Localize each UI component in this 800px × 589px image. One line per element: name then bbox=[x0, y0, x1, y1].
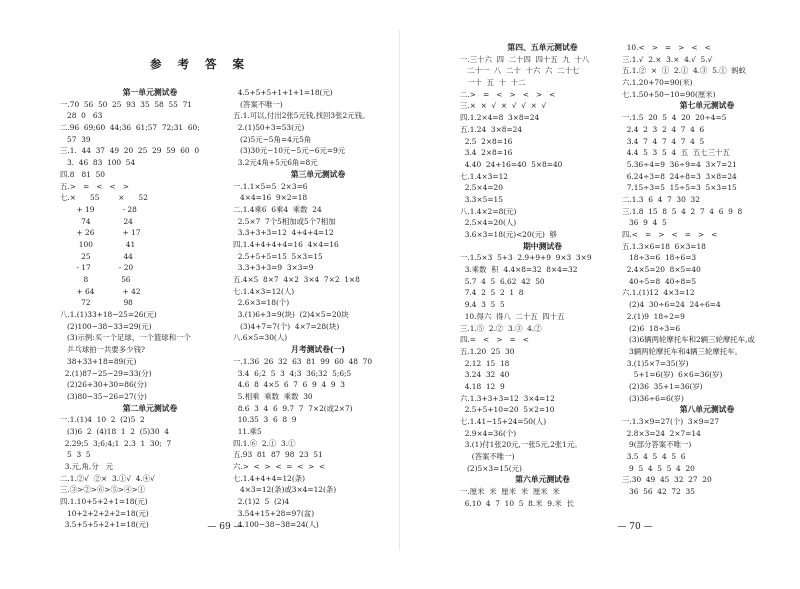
answer-line: 七.1.4+4+4=12(条) bbox=[233, 473, 306, 483]
answer-line: 七.1.4×3=12(人) bbox=[233, 286, 295, 296]
answer-line: 二.1.3 6 4 7 30 32 bbox=[622, 194, 700, 204]
answer-line: 5 3 5 bbox=[60, 450, 91, 460]
answer-line: (答案不唯一) bbox=[233, 99, 283, 109]
answer-line: 三.× × √ × √ √ × √ bbox=[460, 101, 547, 111]
answer-line: + 19 - 28 bbox=[60, 204, 137, 214]
answer-line: 3. 46 83 100 54 bbox=[60, 158, 136, 168]
answer-line: 三.1. 44 37 49 20 25 29 59 60 0 bbox=[60, 146, 200, 156]
answer-line: 7.15÷3=5 15÷5=3 5×3=15 bbox=[622, 183, 737, 193]
answer-line: 2.6×3=18(个) bbox=[233, 298, 290, 308]
answer-line: + 64 + 42 bbox=[60, 286, 141, 296]
answer-line: 五.1.② × ① 2.① 4.③ 5.① 蚂蚁 bbox=[622, 66, 747, 76]
answer-line: (2)4 30÷6=24 24÷6=4 bbox=[622, 300, 721, 310]
answer-line: 2.(1)87−25−29=33(分) bbox=[60, 368, 152, 378]
answer-line: 4×3=12(条)或3×4=12(条) bbox=[233, 485, 337, 495]
answer-column-2 bbox=[233, 87, 403, 531]
answer-line: 六.1.20+70=90(米) bbox=[622, 78, 693, 88]
answer-line: 2.5+5+10=20 5×2=10 bbox=[460, 405, 555, 415]
answer-line: 5.36÷4=9 36÷9=4 3×7=21 bbox=[622, 159, 737, 169]
answer-line: 2.4×5=20 8×5=40 bbox=[622, 265, 701, 275]
answer-line: 5+1=6(岁) 6×6=36(岁) bbox=[622, 370, 723, 380]
answer-line: (3)36÷6=6(岁) bbox=[622, 393, 684, 403]
answer-line: 3.3+3+3=12 4+4+4=12 bbox=[233, 228, 334, 238]
answer-line: 一.1.36 26 32 63 81 99 60 48 70 bbox=[233, 356, 373, 366]
answer-line: (2)5×3=15(元) bbox=[460, 463, 522, 473]
section-heading: 第一单元测试卷 bbox=[122, 88, 178, 97]
answer-line: 四.1.2×4=8 3×8=24 bbox=[460, 113, 540, 123]
answer-line: + 26 + 17 bbox=[60, 228, 141, 238]
answer-line: 五.> = < < > bbox=[60, 181, 129, 191]
answer-line: 9 5 4 5 5 4 20 bbox=[622, 463, 695, 473]
answer-line: 二.> = < > < > < bbox=[460, 89, 556, 99]
answer-line: 10+2+2+2+2=18(元) bbox=[60, 508, 149, 518]
answer-line: 一.1.1×5=5 2×3=6 bbox=[233, 181, 308, 191]
answer-line: 3.5 4 5 4 5 6 bbox=[622, 452, 686, 462]
answer-line: 一.三十六 四 二十四 四十五 九 十八 bbox=[460, 54, 590, 64]
section-heading: 第七单元测试卷 bbox=[679, 101, 735, 111]
answer-line: 二.96 69;60 44;36 61;57 72;31 60; bbox=[60, 123, 200, 133]
page-title: 参 考 答 案 bbox=[149, 57, 250, 71]
answer-line: 三.1.√ 2.× 3.× 4.√ 5.√ bbox=[622, 54, 713, 64]
answer-line: 2.(1)50+3=53(元) bbox=[233, 123, 305, 133]
section-heading: 月考测试卷(一) bbox=[291, 345, 345, 355]
answer-line: (2)100−38−33=29(元) bbox=[60, 321, 152, 331]
answer-line: 3辆两轮摩托车和4辆三轮摩托车。 bbox=[622, 346, 742, 356]
answer-line: 四.1.⑥ 2.① 3.① bbox=[233, 438, 296, 448]
answer-line: 11.乘5 bbox=[233, 426, 262, 436]
answer-line: 五.1.3×6=18 6×3=18 bbox=[622, 241, 706, 251]
answer-line: 五.93 81 87 98 23 51 bbox=[233, 450, 323, 460]
answer-line: 36 56 42 72 35 bbox=[622, 487, 695, 497]
answer-line: 36 9 4 5 bbox=[622, 218, 667, 228]
answer-line: (答案不唯一) bbox=[460, 452, 515, 462]
answer-line: 六.1.(1)12 4×3=12 bbox=[622, 288, 695, 298]
section-heading: 第四、五单元测试卷 bbox=[507, 43, 578, 52]
answer-line: 二十一 八 二十 十六 六 二十七 bbox=[460, 66, 580, 76]
answer-line: 一.1.3×9=27(个) 3×9=27 bbox=[622, 417, 720, 426]
answer-line: 2.5×4=20(人) bbox=[460, 218, 517, 228]
answer-line: 2.5+5+5=15 5×3=15 bbox=[233, 251, 323, 261]
answer-line: 3.(1)6+3=9(块) (2)4×5=20块 bbox=[233, 310, 349, 320]
answer-line: 五.1.可以,付出2张5元钱,找回3张2元钱。 bbox=[233, 111, 370, 121]
answer-line: 9.4 3 5 5 bbox=[460, 300, 505, 310]
page-number-left: — 69 — bbox=[207, 522, 243, 532]
answer-line: 三.30 49 45 32 27 20 bbox=[622, 475, 712, 485]
answer-line: 3.24 32 40 bbox=[460, 370, 510, 380]
answer-column-1 bbox=[60, 87, 240, 531]
answer-line: 4.100−38−38=24(人) bbox=[233, 520, 319, 530]
answer-column-3 bbox=[460, 42, 625, 510]
answer-line: 七.1.50+50−10=90(厘米) bbox=[622, 89, 716, 99]
answer-line: (2)36 35+1=36(岁) bbox=[622, 381, 703, 391]
answer-line: 7.4 2 5 2 1 8 bbox=[460, 288, 524, 298]
answer-line: 18÷3=6 18÷6=3 bbox=[622, 253, 697, 263]
answer-line: 八.6×5=30(人) bbox=[233, 333, 288, 343]
answer-line: 一.1.5 20 5 4 20 20÷4=5 bbox=[622, 113, 727, 123]
answer-line: - 17 - 20 bbox=[60, 263, 134, 273]
answer-line: 3.5+5+5+2+1=18(元) bbox=[60, 520, 149, 530]
answer-line: 57 39 bbox=[60, 134, 91, 144]
answer-line: 2.5×7 7个5相加或5个7相加 bbox=[233, 216, 336, 226]
answer-line: 二.1.②√ ②× 3.①√ 4.④√ bbox=[60, 473, 155, 483]
answer-line: 3.4 2×8=16 bbox=[460, 148, 513, 158]
answer-line: 3.3×5=15 bbox=[460, 194, 503, 204]
section-heading: 第二单元测试卷 bbox=[122, 403, 178, 413]
answer-line: 3.2元4角+5元6角=8元 bbox=[233, 158, 318, 168]
answer-line: 3.4 6;2 5 3 4;3 36;32 5;6;5 bbox=[233, 368, 352, 378]
answer-line: (3)80−35−26=27(分) bbox=[60, 391, 147, 401]
answer-line: 四.8 81 50 bbox=[60, 169, 105, 179]
answer-line: 七.× 55 × 52 bbox=[60, 193, 148, 203]
answer-line: 七.1.4×3=12 bbox=[460, 171, 508, 181]
answer-line: 三.③>②>⑥>⑤>④>① bbox=[60, 485, 146, 495]
answer-line: 八.1.4×2=8(元) bbox=[460, 206, 517, 216]
answer-line: 2.5 2×8=16 bbox=[460, 136, 513, 146]
answer-line: 74 24 bbox=[60, 216, 133, 226]
answer-line: (2)5元−5角=4元5角 bbox=[233, 134, 312, 144]
answer-line: 四.= < > = < bbox=[460, 335, 529, 345]
answer-line: 5.7 4 5 6.62 42 50 bbox=[460, 276, 545, 286]
answer-line: 八.1.(1)33+18−25=26(元) bbox=[60, 310, 157, 320]
answer-line: 2.12 15 18 bbox=[460, 358, 510, 368]
answer-line: 2.4 2 3 2 4 7 4 6 bbox=[622, 124, 705, 134]
answer-line: (3)示例:买一个足球、一个篮球和一个 bbox=[60, 333, 191, 343]
answer-line: 一.1.(1)4 10 2 (2)5 2 bbox=[60, 415, 145, 425]
section-heading: 期中测试卷 bbox=[523, 241, 562, 251]
answer-line: 四.< = > < = > < bbox=[622, 230, 718, 239]
answer-line: 72 98 bbox=[60, 298, 133, 308]
answer-line: 4.40 24+16=40 5×8=40 bbox=[460, 159, 563, 169]
answer-line: (2)26+30+30=86(分) bbox=[60, 380, 147, 390]
answer-line: 4×4=16 9×2=18 bbox=[233, 193, 308, 203]
answer-line: 3.元,角,分 元 bbox=[60, 462, 114, 471]
answer-line: (3)4+7=7(个) 4×7=28(块) bbox=[233, 321, 340, 331]
answer-line: 3.(1)付1张20元,一张5元,2张1元。 bbox=[460, 440, 582, 450]
answer-line: (3)6辆两轮摩托车和2辆三轮摩托车,或 bbox=[622, 335, 755, 345]
answer-line: 六.1.3+3+3=12 3×4=12 bbox=[460, 393, 555, 403]
answer-line: 5.相乘 乘数 乘数 30 bbox=[233, 391, 313, 401]
answer-line: 一.1.5×3 5+3 2.9+9+9 9×3 3×9 bbox=[460, 253, 592, 263]
answer-line: 25 44 bbox=[60, 251, 133, 261]
answer-line: 2.9×4=36(个) bbox=[460, 428, 517, 438]
answer-line: 4.4 5 3 5 4 五 五七三十五 bbox=[622, 148, 730, 158]
answer-line: 3.乘数 积 4.4×8=32 8×4=32 bbox=[460, 265, 578, 275]
answer-line: 3.4 7 4 7 4 7 4 5 bbox=[622, 136, 705, 146]
answer-line: 五.1.20 25 30 bbox=[460, 346, 515, 356]
answer-line: 8.6 3 4 6 9.7 7 7×2(或2×7) bbox=[233, 403, 353, 413]
answer-line: 一.70 56 50 25 93 35 58 55 71 bbox=[60, 99, 192, 109]
answer-line: 2.(1)2 5 (2)4 bbox=[233, 497, 290, 507]
answer-line: 2.(1)9 18÷2=9 bbox=[622, 311, 685, 321]
answer-line: 三.1.8 15 8 5 4 2 7 4 6 9 8 bbox=[622, 206, 743, 216]
answer-line: 100 41 bbox=[60, 239, 136, 249]
answer-line: 一十 五 十 十二 bbox=[460, 78, 526, 88]
answer-line: 2.5×4=20 bbox=[460, 183, 503, 193]
answer-line: 四.1.4+4+4+4=16 4×4=16 bbox=[233, 239, 339, 249]
answer-line: 3.6×3=18(元)<20(元) 够 bbox=[460, 230, 557, 239]
right-page bbox=[400, 0, 800, 589]
answer-line: 2.29;5 3;6;4;1 2.3 1 30; 7 bbox=[60, 438, 172, 448]
answer-line: 10.得六 得八 二十五 四十五 bbox=[460, 311, 565, 321]
answer-line: 40÷5=8 40÷8=5 bbox=[622, 276, 697, 286]
answer-line: (3)30元−10元−5元−6元=9元 bbox=[233, 146, 346, 156]
answer-line: 4.18 12 9 bbox=[460, 381, 505, 391]
answer-line: 六.> < > < = < > < bbox=[233, 462, 326, 471]
answer-line: 2.8×3=24 2×7=14 bbox=[622, 428, 701, 438]
answer-line: 乒乓球拍一共要多少钱? bbox=[60, 345, 145, 355]
section-heading: 第三单元测试卷 bbox=[290, 169, 346, 179]
answer-line: 8 56 bbox=[60, 275, 131, 284]
section-heading: 第六单元测试卷 bbox=[515, 475, 570, 485]
answer-line: 38+33+18=89(元) bbox=[60, 356, 137, 366]
answer-line: 三.1.⑤ 2.② 3.③ 4.② bbox=[460, 323, 542, 333]
answer-line: 4.6 8 4×5 6 7 6 9 4 9 3 bbox=[233, 380, 345, 390]
answer-line: 四.1.10+5+2+1=18(元) bbox=[60, 497, 148, 507]
answer-line: 七.1.41−15+24=50(人) bbox=[460, 417, 547, 426]
answer-line: 10.< > = > < < bbox=[622, 43, 711, 52]
answer-line: 28 0 63 bbox=[60, 111, 103, 121]
answer-line: 3.3+3+3=9 3×3=9 bbox=[233, 263, 314, 273]
answer-line: 3.(1)5×7=35(岁) bbox=[622, 358, 689, 368]
answer-line: 五.1.24 3×8=24 bbox=[460, 124, 523, 134]
page-number-right: — 70 — bbox=[617, 522, 653, 532]
answer-line: (3)6 2 (4)18 1 2 (5)30 4 bbox=[60, 426, 169, 436]
answer-line: 6.24÷3=8 24÷8=3 3×8=24 bbox=[622, 171, 737, 181]
answer-column-4 bbox=[622, 42, 792, 498]
answer-line: 10.35 3 6 8 9 bbox=[233, 415, 297, 425]
answer-line: 五.4×5 8×7 4×2 3×4 7×2 1×8 bbox=[233, 275, 360, 284]
answer-line: 二.1.4乘6 6乘4 乘数 24 bbox=[233, 204, 322, 214]
answer-line: 3.54+15+28=97(盆) bbox=[233, 508, 315, 518]
answer-line: (2)6 18÷3=6 bbox=[622, 323, 681, 333]
answer-line: 9(部分答案不唯一) bbox=[622, 440, 692, 450]
answer-line: 一.厘米 米 厘米 米 厘米 米 bbox=[460, 487, 560, 497]
answer-line: 4.5+5+5+1+1+1=18(元) bbox=[233, 88, 333, 97]
section-heading: 第八单元测试卷 bbox=[679, 405, 735, 415]
answer-line: 6.10 4 7 10 5 8.米 9.米 长 bbox=[460, 498, 574, 508]
